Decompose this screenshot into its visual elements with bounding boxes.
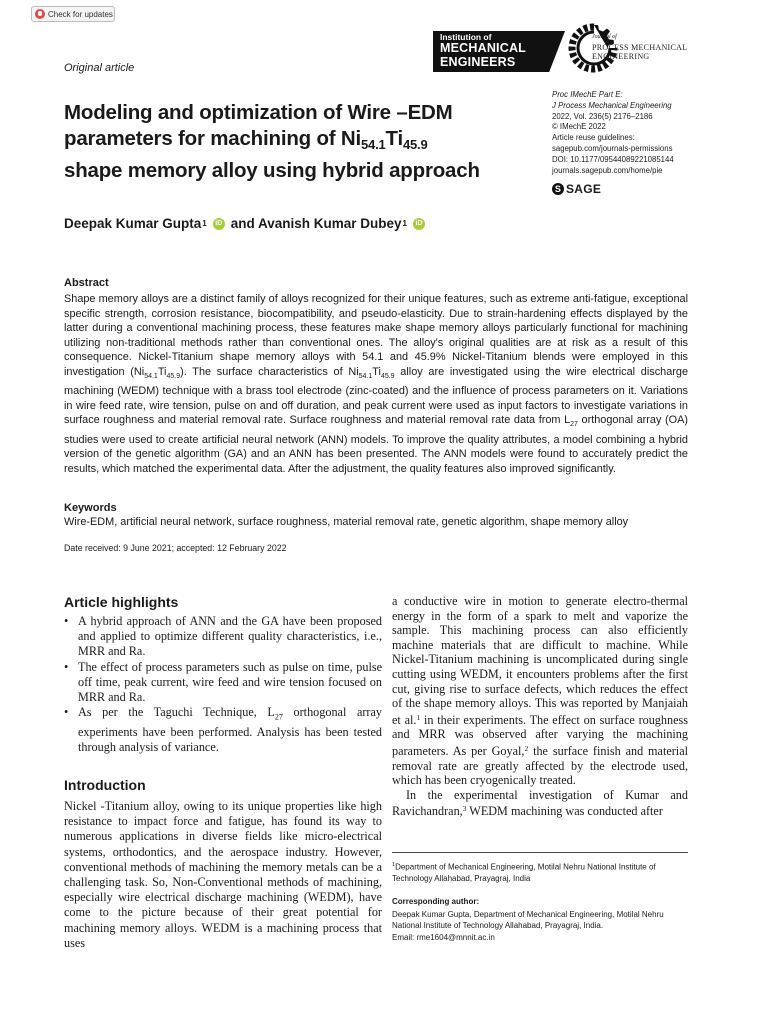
journal-logo-line2: ENGINEERING bbox=[592, 52, 650, 61]
reference-link[interactable]: 1 bbox=[416, 712, 421, 722]
sage-logo bbox=[552, 182, 601, 196]
orcid-icon[interactable]: iD bbox=[213, 218, 225, 230]
author-line bbox=[64, 216, 431, 231]
meta-reuse-label: Article reuse guidelines: bbox=[552, 133, 635, 143]
sage-label: SAGE bbox=[566, 182, 602, 196]
corresponding-email[interactable]: Email: rme1604@mnnit.ac.in bbox=[392, 932, 495, 942]
author-2: and Avanish Kumar Dubey bbox=[230, 216, 402, 231]
dates: Date received: 9 June 2021; accepted: 12 February 2022 bbox=[64, 543, 287, 553]
imeche-logo-line1: Institution of bbox=[440, 32, 492, 42]
imeche-logo-line2: MECHANICAL bbox=[440, 41, 527, 55]
check-for-updates-button[interactable] bbox=[31, 6, 115, 22]
title-line-1: Modeling and optimization of Wire –EDM bbox=[64, 101, 453, 124]
paper-title bbox=[64, 100, 480, 184]
title-line-3: shape memory alloy using hybrid approach bbox=[64, 159, 480, 182]
corresponding-author bbox=[392, 909, 688, 943]
sage-icon: S bbox=[552, 183, 564, 195]
imeche-logo-line3: ENGINEERS bbox=[440, 55, 516, 69]
footnote-divider bbox=[392, 852, 688, 853]
abstract-heading: Abstract bbox=[64, 277, 109, 289]
corresponding-author-text: Deepak Kumar Gupta, Department of Mechanical Engineering, Motilal Nehru National Institute of Technology Allahabad, Prayagraj, India. bbox=[392, 910, 664, 931]
author-1-affiliation: 1 bbox=[202, 219, 207, 228]
reference-link[interactable]: 3 bbox=[462, 804, 467, 814]
meta-copyright: © IMechE 2022 bbox=[552, 122, 606, 132]
orcid-icon[interactable]: iD bbox=[413, 218, 425, 230]
title-line-2: parameters for machining of $Ni_{54.1}Ti_{45.9}$ bbox=[64, 127, 428, 152]
author-2-affiliation: 1 bbox=[402, 219, 407, 228]
article-type: Original article bbox=[64, 62, 135, 74]
highlights-heading: Article highlights bbox=[64, 594, 179, 610]
list-item: • A hybrid approach of ANN and the GA have been proposed and applied to optimize different quality characteristics, i.e., MRR and Ra. bbox=[64, 614, 382, 659]
journal-meta bbox=[552, 90, 674, 176]
meta-doi[interactable]: DOI: 10.1177/09544089221085144 bbox=[552, 154, 674, 164]
check-for-updates-label: Check for updates bbox=[48, 9, 113, 19]
list-item: • As per the Taguchi Technique, $L_{27}$ orthogonal array experiments have been performed. Analysis has been tested through analysis of variance. bbox=[64, 705, 382, 755]
author-1: Deepak Kumar Gupta bbox=[64, 216, 202, 231]
meta-journal-link[interactable]: journals.sagepub.com/home/pie bbox=[552, 165, 663, 175]
meta-journal-name: J Process Mechanical Engineering bbox=[552, 100, 672, 110]
abstract-text: Shape memory alloys are a distinct family of alloys recognized for their unique features, such as extreme anti-fatigue, exceptional specific strength, corrosion resistance, biocompatibility, and pseudo-elasticity. Due to strain-hardening effects displayed by the latter during a conventional machining process, these features make shape memory alloys particularly functional for machining utilizing non-traditional methods rather than conventional ones. The alloy's original qualities are at risk as a result of this consequence. Nickel-Titanium shape memory alloys with 54.1 and 45.9% Nickel-Titanium blends were employed in this investigation $(Ni_{54.1}Ti_{45.9})$. The surface characteristics of $Ni_{54.1}Ti_{45.9}$ alloy are investigated using the wire electrical discharge machining (WEDM) technique with a brass tool electrode (zinc-coated) and the influence of process parameters on it. Variations in wire feed rate, wire tension, pulse on and off duration, and peak current were used as input factors to investigate variations in surface roughness and material removal rate. Surface roughness and material removal rate data from $L_{27}$ orthogonal array (OA) studies were used to create artificial neural network (ANN) models. To improve the quality attributes, a model combining a hybrid version of the genetic algorithm (GA) and an ANN has been presented. The ANN models were found to accurately predict the results, which matched the experimental data. After the adjustment, the quality features also improved significantly. bbox=[64, 293, 688, 475]
journal-logo-small: Journal of bbox=[592, 34, 617, 40]
journal-logo-line1: PROCESS MECHANICAL bbox=[592, 43, 688, 52]
keywords-heading: Keywords bbox=[64, 502, 117, 514]
introduction-text: Nickel -Titanium alloy, owing to its unique properties like high resistance to impact force and fatigue, has found its way to numerous applications in diverse fields like micro-electrical systems, orthodontics, and the aerospace industry. However, conventional methods of machining the memory metals can be a challenging task. So, Non-Conventional methods of machining, especially wire electrical discharge machining (WEDM), have come to the picture because of their great potential for machining memory alloys. WEDM is a machining process that uses bbox=[64, 799, 382, 950]
meta-volume: 2022, Vol. 236(5) 2176–2186 bbox=[552, 111, 653, 121]
body-right-column bbox=[392, 594, 688, 819]
meta-reuse-link[interactable]: sagepub.com/journals-permissions bbox=[552, 143, 673, 153]
keywords-text: Wire-EDM, artificial neural network, surface roughness, material removal rate, genetic algorithm, shape memory alloy bbox=[64, 516, 629, 528]
list-item: • The effect of process parameters such as pulse on time, pulse off time, peak current, wire feed and wire tension focused on MRR and Ra. bbox=[64, 659, 382, 705]
meta-journal-part: Proc IMechE Part E: bbox=[552, 90, 623, 99]
paragraph: a conductive wire in motion to generate electro-thermal energy in the form of a spark to melt and vaporize the sample. This machining process can also efficiently machine materials that are difficult to machine. While Nickel-Titanium machining is uncomplicated during single cutting using WEDM, it encounters problems after the first cut, giving rise to surface defects, which reduces the effect of the shape memory alloys. This was reported by Manjaiah et al.$^1$ in their experiments. The effect on surface roughness and MRR was observed after varying the machining parameters. As per Goyal,$^2$ the surface finish and material removal rate are greatly affected by the electrode used, which has been cryogenically treated. bbox=[392, 594, 688, 788]
affiliation: $^1$Department of Mechanical Engineering, Motilal Nehru National Institute of Technology Allahabad, Prayagraj, India bbox=[392, 862, 656, 883]
paragraph: In the experimental investigation of Kumar and Ravichandran,$^3$ WEDM machining was conducted after bbox=[392, 787, 688, 819]
bookmark-icon bbox=[35, 9, 45, 19]
introduction-heading: Introduction bbox=[64, 777, 146, 793]
highlights-list bbox=[64, 614, 382, 755]
corresponding-author-heading: Corresponding author: bbox=[392, 897, 480, 906]
reference-link[interactable]: 2 bbox=[524, 743, 529, 753]
